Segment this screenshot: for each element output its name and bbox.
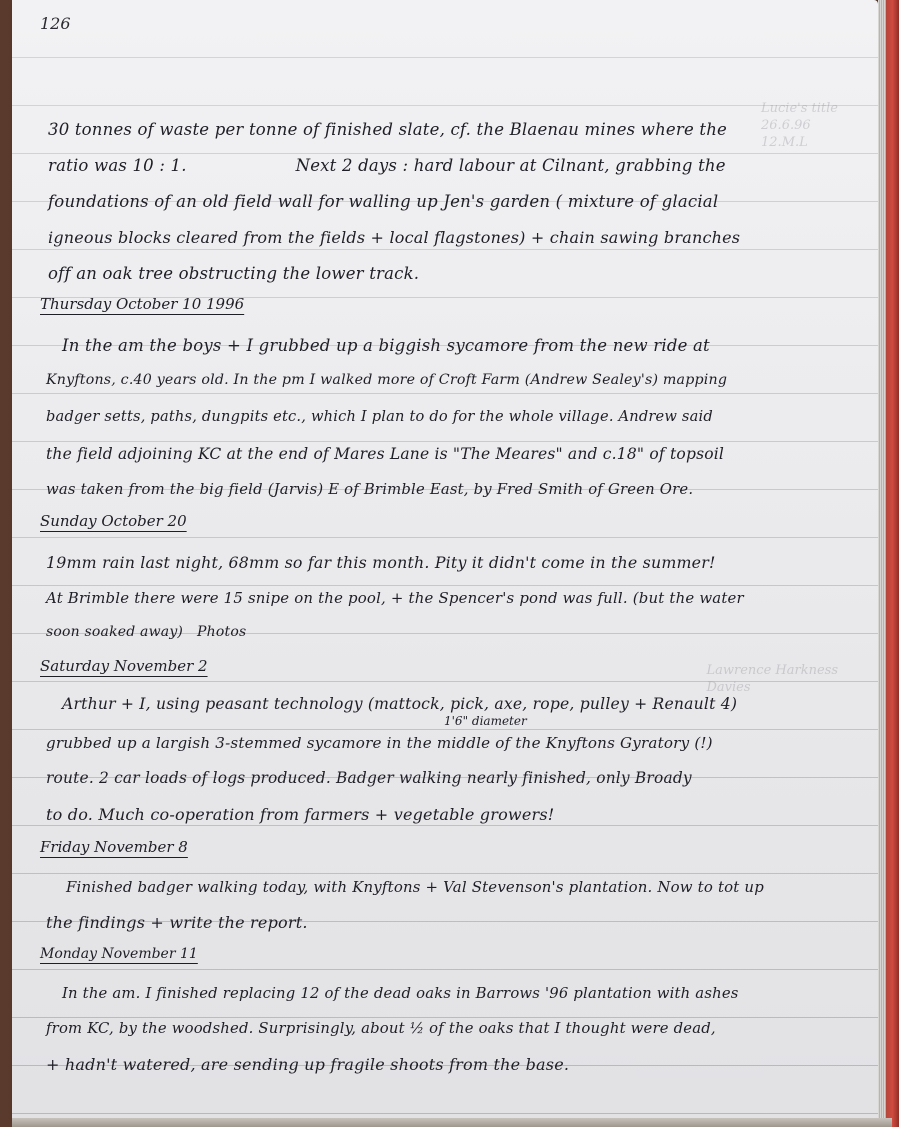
entry-date-heading: Thursday October 10 1996 [40,295,245,313]
entry-line: the findings + write the report. [46,913,308,932]
entry-line: grubbed up a largish 3-stemmed sycamore in the middle of the Knyftons Gyratory (!) [46,734,713,752]
bleed-through-note-top: Lucie's title 26.6.96 12.M.L [761,101,838,150]
bleed-through-note-mid: Lawrence Harkness Davies [706,663,838,695]
entry-line: to do. Much co-operation from farmers + vegetable growers! [46,805,555,824]
entry-line: ratio was 10 : 1. Next 2 days : hard labour at Cilnant, grabbing the [48,156,726,175]
page-number: 126 [40,14,71,33]
entry-line: was taken from the big field (Jarvis) E of Brimble East, by Fred Smith of Green Ore. [46,481,694,498]
entry-line: foundations of an old field wall for walling up Jen's garden ( mixture of glacial [48,192,719,211]
page-stack-edge [878,0,886,1122]
notebook-cover-edge [886,0,899,1127]
entry-line: Finished badger walking today, with Knyftons + Val Stevenson's plantation. Now to tot up [66,878,764,896]
entry-line: In the am. I finished replacing 12 of the dead oaks in Barrows '96 plantation with ashes [62,985,739,1002]
entry-line: off an oak tree obstructing the lower track. [48,264,420,283]
page-bottom-edge [12,1118,892,1127]
entry-line: the field adjoining KC at the end of Mares Lane is "The Meares" and c.18" of topsoil [46,445,725,463]
entry-line: soon soaked away) Photos [46,624,247,640]
entry-date-heading: Saturday November 2 [40,657,208,675]
entry-line: route. 2 car loads of logs produced. Badger walking nearly finished, only Broady [46,769,692,787]
entry-line: badger setts, paths, dungpits etc., which I plan to do for the whole village. Andrew said [46,408,713,425]
entry-line: from KC, by the woodshed. Surprisingly, about ½ of the oaks that I thought were dead, [46,1020,716,1037]
entry-date-heading: Sunday October 20 [40,512,187,530]
entry-line: At Brimble there were 15 snipe on the pool, + the Spencer's pond was full. (but the water [46,589,744,607]
entry-date-heading: Friday November 8 [40,838,188,856]
entry-date-heading: Monday November 11 [40,946,198,962]
entry-line: In the am the boys + I grubbed up a biggish sycamore from the new ride at [62,336,710,355]
entry-line: 19mm rain last night, 68mm so far this month. Pity it didn't come in the summer! [46,553,716,572]
entry-line: Knyftons, c.40 years old. In the pm I walked more of Croft Farm (Andrew Sealey's) mapping [46,372,728,388]
margin-annotation: 1'6" diameter [444,714,527,728]
notebook-page [12,0,878,1122]
entry-line: Arthur + I, using peasant technology (mattock, pick, axe, rope, pulley + Renault 4) [62,695,738,713]
entry-line: + hadn't watered, are sending up fragile shoots from the base. [46,1055,570,1074]
entry-line: 30 tonnes of waste per tonne of finished slate, cf. the Blaenau mines where the [48,120,727,139]
entry-line: igneous blocks cleared from the fields + local flagstones) + chain sawing branches [48,228,741,247]
